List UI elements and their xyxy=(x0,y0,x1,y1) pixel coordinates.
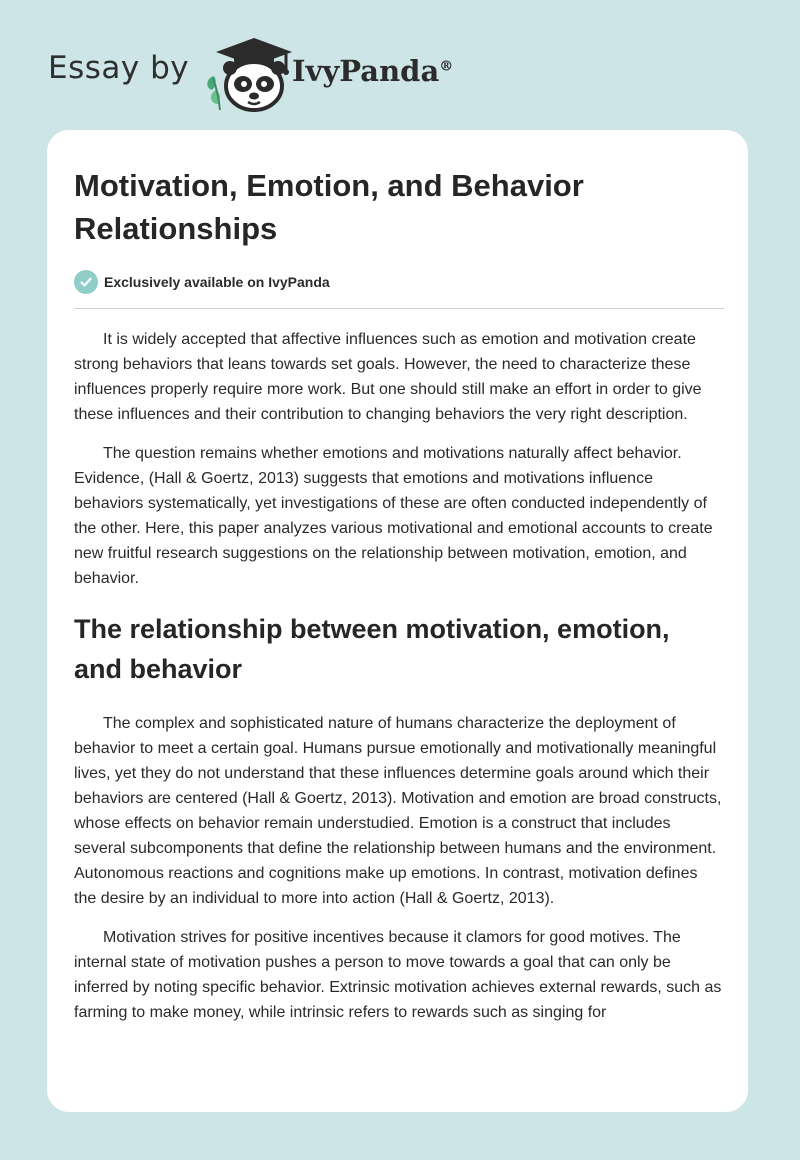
essay-content xyxy=(74,130,724,1025)
intro-paragraph: It is widely accepted that affective influences such as emotion and motivation create strong behaviors that leans towards set goals. However, the need to characterize these influences properly require more work. But one should still make an effort in order to give these influences and their contribution to changing behaviors the very right description. xyxy=(74,331,702,423)
section-paragraph: Motivation strives for positive incentives because it clamors for good motives. The internal state of motivation pushes a person to move towards a goal that can only be inferred by noting specific behavior. Extrinsic motivation achieves external rewards, such as farming to make money, while intrinsic refers to rewards such as singing for xyxy=(74,929,722,1021)
exclusive-label: Exclusively available on IvyPanda xyxy=(104,274,330,290)
site-header xyxy=(48,36,748,112)
exclusive-badge xyxy=(74,268,724,296)
brand-text: IvyPanda xyxy=(292,54,440,88)
section-paragraph: The complex and sophisticated nature of humans characterize the deployment of behavior to meet a certain goal. Humans pursue emotionally and motivationally meaningful lives, yet they do not understand that these influences determine goals around which their behaviors are centered (Hall & Goertz, 2013). Motivation and emotion are broad constructs, whose effects on behavior remain understudied. Emotion is a construct that includes several subcomponents that define the relationship between humans and the environment. Autonomous reactions and cognitions make up emotions. In contrast, motivation defines the desire by an individual to more into action (Hall & Goertz, 2013). xyxy=(74,715,722,907)
brand-name[interactable] xyxy=(292,54,453,88)
essay-card xyxy=(47,130,748,1112)
divider xyxy=(74,308,724,309)
page-title: Motivation, Emotion, and Behavior Relationships xyxy=(74,168,584,246)
essay-by-label: Essay by xyxy=(48,50,190,86)
section-heading: The relationship between motivation, emotion, and behavior xyxy=(74,614,670,684)
registered-mark: ® xyxy=(439,58,454,75)
ivypanda-logo-icon[interactable] xyxy=(202,36,296,112)
check-icon xyxy=(74,270,98,294)
intro-paragraph: The question remains whether emotions and motivations naturally affect behavior. Evidence, (Hall & Goertz, 2013) suggests that emotions and motivations influence behaviors systematically, yet investigations of these are often conducted independently of the other. Here, this paper analyzes various motivational and emotional accounts to create new fruitful research suggestions on the relationship between motivation, emotion, and behavior. xyxy=(74,445,713,587)
